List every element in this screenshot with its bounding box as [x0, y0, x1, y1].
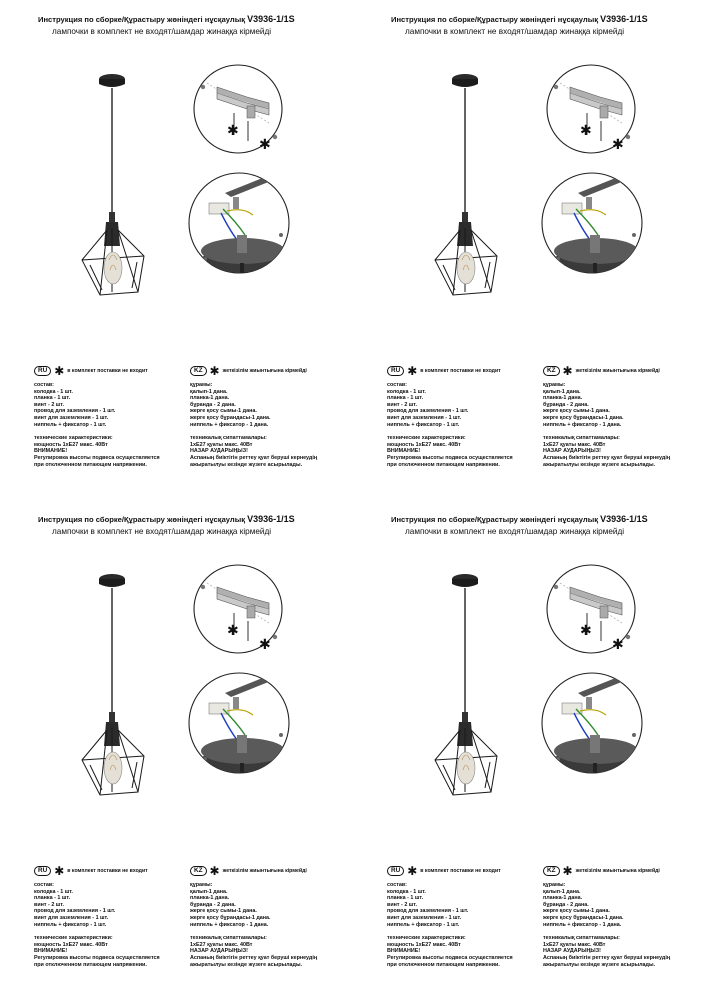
warning-line: Регулировка высоты подвеса осуществляется — [34, 454, 160, 461]
screw-icon — [566, 271, 574, 279]
list-item: жерге қосу бұрандасы-1 дана. — [190, 414, 271, 421]
kz-not-included-note: жеткізілім жиынтығына кірмейді — [575, 867, 660, 874]
ru-warning-text — [34, 455, 194, 468]
list-item: провод для заземления - 1 шт. — [387, 408, 469, 415]
list-item: қалып-1 дана. — [543, 888, 581, 895]
kz-language-badge: KZ — [190, 866, 207, 876]
list-item: винт для заземления - 1 шт. — [387, 914, 462, 921]
list-item: жерге қосу сымы-1 дана. — [190, 408, 257, 415]
kz-not-included-note: жеткізілім жиынтығына кірмейді — [575, 367, 660, 374]
list-item: планка - 1 шт. — [34, 895, 71, 902]
list-item: винт для заземления - 1 шт. — [34, 414, 109, 421]
not-included-star-icon: ✱ — [54, 864, 65, 878]
ru-tech-title: технические характеристики: — [387, 435, 466, 442]
kz-tech-title: техникалық сипаттамалары: — [190, 435, 267, 442]
ru-language-badge: RU — [34, 366, 51, 376]
warning-line: при отключенном питающем напряжении. — [387, 461, 500, 468]
ru-tech-value: мощность 1хЕ27 макс. 40Вт — [387, 441, 461, 448]
list-item: ниппель + фиксатор - 1 дана. — [190, 421, 269, 428]
list-item: бұранда - 2 дана. — [190, 901, 236, 908]
kz-contents-title: құрамы: — [543, 382, 566, 388]
list-item: колодка - 1 шт. — [387, 888, 426, 895]
ru-warning-title: ВНИМАНИЕ! — [387, 948, 421, 955]
ru-not-included-note: в комплект поставки не входит — [420, 367, 501, 374]
kz-not-included-note: жеткізілім жиынтығына кірмейді — [222, 367, 307, 374]
not-included-star-icon: ✱ — [209, 364, 220, 378]
not-included-star-icon: ✱ — [54, 364, 65, 378]
list-item: винт для заземления - 1 шт. — [34, 914, 109, 921]
list-item: провод для заземления - 1 шт. — [34, 908, 116, 915]
warning-line: Регулировка высоты подвеса осуществляется — [34, 954, 160, 961]
kz-specs-block — [543, 866, 703, 968]
model-number: V3936-1/1S — [600, 514, 648, 524]
kz-specs-block — [190, 866, 350, 968]
kz-warning-text — [543, 455, 703, 468]
screw-icon — [632, 733, 636, 737]
kz-warning-title: НАЗАР АУДАРЫҢЫЗ! — [543, 448, 601, 455]
screw-icon — [626, 635, 630, 639]
ru-language-badge: RU — [34, 866, 51, 876]
screw-icon — [626, 135, 630, 139]
kz-specs-block — [543, 366, 703, 468]
list-item: винт - 2 шт. — [387, 901, 417, 908]
list-item: ниппель + фиксатор - 1 дана. — [190, 921, 269, 928]
list-item: планка-1 дана. — [543, 895, 583, 902]
ru-warning-title: ВНИМАНИЕ! — [34, 448, 68, 455]
list-item: қалып-1 дана. — [543, 388, 581, 395]
ru-tech-title: технические характеристики: — [34, 935, 113, 942]
screw-icon — [213, 771, 221, 779]
list-item: жерге қосу сымы-1 дана. — [543, 908, 610, 915]
pendant-lamp-illustration — [413, 560, 523, 805]
list-item: жерге қосу бұрандасы-1 дана. — [190, 914, 271, 921]
light-bulb — [104, 752, 122, 784]
not-included-star-icon: ✱ — [209, 864, 220, 878]
warning-line: при отключенном питающем напряжении. — [34, 461, 147, 468]
list-item: ниппель + фиксатор - 1 шт. — [387, 921, 460, 928]
screw-icon — [554, 85, 558, 89]
not-included-star-icon: ✱ — [407, 364, 418, 378]
kz-contents-title: құрамы: — [543, 882, 566, 888]
mounting-bracket-diagram — [187, 563, 289, 655]
kz-warning-text — [190, 955, 350, 968]
list-item: колодка - 1 шт. — [34, 388, 73, 395]
sheet-title — [391, 14, 648, 24]
kz-contents-list — [190, 889, 350, 929]
kz-contents-title: құрамы: — [190, 882, 213, 888]
pendant-lamp-illustration — [60, 560, 170, 805]
warning-line: Регулировка высоты подвеса осуществляется — [387, 954, 513, 961]
kz-tech-value: 1хЕ27 қуаты макс. 40Вт — [543, 441, 606, 448]
list-item: планка - 1 шт. — [387, 395, 424, 402]
kz-not-included-note: жеткізілім жиынтығына кірмейді — [222, 867, 307, 874]
ru-contents-title: состав: — [34, 382, 54, 388]
model-number: V3936-1/1S — [247, 514, 295, 524]
canopy-wiring-diagram — [540, 163, 645, 303]
list-item: планка - 1 шт. — [34, 395, 71, 402]
list-item: ниппель + фиксатор - 1 шт. — [34, 421, 107, 428]
not-included-star-icon: ✱ — [580, 623, 592, 639]
list-item: қалып-1 дана. — [190, 888, 228, 895]
warning-line: ажыратылуы кезінде жүзеге асырылады. — [543, 961, 656, 968]
canopy-wiring-diagram — [187, 663, 292, 803]
model-number: V3936-1/1S — [600, 14, 648, 24]
ru-warning-title: ВНИМАНИЕ! — [387, 448, 421, 455]
not-included-star-icon: ✱ — [407, 864, 418, 878]
screw-icon — [273, 635, 277, 639]
kz-tech-title: техникалық сипаттамалары: — [543, 935, 620, 942]
not-included-star-icon: ✱ — [580, 123, 592, 139]
sheet-title — [38, 14, 295, 24]
warning-line: ажыратылуы кезінде жүзеге асырылады. — [190, 461, 303, 468]
ru-warning-text — [387, 455, 547, 468]
sheet-subtitle: лампочки в комплект не входят/шамдар жинаққа кірмейді — [405, 27, 625, 36]
title-text: Инструкция по сборке/Құрастыру жөніндегі нұсқаулық — [38, 515, 248, 524]
instruction-sheet — [353, 0, 706, 500]
ru-specs-block — [387, 866, 547, 968]
screw-icon — [554, 585, 558, 589]
kz-tech-value: 1хЕ27 қуаты макс. 40Вт — [543, 941, 606, 948]
list-item: ниппель + фиксатор - 1 шт. — [34, 921, 107, 928]
title-text: Инструкция по сборке/Құрастыру жөніндегі нұсқаулық — [391, 515, 601, 524]
list-item: планка-1 дана. — [190, 895, 230, 902]
warning-line: ажыратылуы кезінде жүзеге асырылады. — [543, 461, 656, 468]
sheet-subtitle: лампочки в комплект не входят/шамдар жинаққа кірмейді — [52, 27, 272, 36]
ru-contents-list — [34, 389, 194, 429]
ru-specs-block — [34, 366, 194, 468]
warning-line: ажыратылуы кезінде жүзеге асырылады. — [190, 961, 303, 968]
list-item: планка-1 дана. — [543, 395, 583, 402]
warning-line: Аспаның биіктігін реттеу қуат беруші кернеудің — [190, 454, 318, 461]
screw-icon — [273, 135, 277, 139]
light-bulb — [104, 252, 122, 284]
warning-line: Аспаның биіктігін реттеу қуат беруші кернеудің — [543, 454, 671, 461]
list-item: планка - 1 шт. — [387, 895, 424, 902]
ru-tech-title: технические характеристики: — [387, 935, 466, 942]
kz-contents-list — [543, 389, 703, 429]
kz-language-badge: KZ — [190, 366, 207, 376]
warning-line: Регулировка высоты подвеса осуществляется — [387, 454, 513, 461]
list-item: винт - 2 шт. — [34, 401, 64, 408]
kz-language-badge: KZ — [543, 866, 560, 876]
instruction-sheet — [0, 500, 353, 1000]
ru-contents-list — [387, 389, 547, 429]
kz-specs-block — [190, 366, 350, 468]
ru-language-badge: RU — [387, 866, 404, 876]
screw-icon — [213, 271, 221, 279]
list-item: ниппель + фиксатор - 1 дана. — [543, 421, 622, 428]
not-included-star-icon: ✱ — [227, 123, 239, 139]
light-bulb — [457, 252, 475, 284]
not-included-star-icon: ✱ — [259, 137, 271, 153]
mounting-bracket-diagram — [540, 563, 642, 655]
title-text: Инструкция по сборке/Құрастыру жөніндегі нұсқаулық — [391, 15, 601, 24]
screw-icon — [632, 233, 636, 237]
list-item: бұранда - 2 дана. — [543, 401, 589, 408]
kz-tech-value: 1хЕ27 қуаты макс. 40Вт — [190, 941, 253, 948]
list-item: бұранда - 2 дана. — [543, 901, 589, 908]
list-item: планка-1 дана. — [190, 395, 230, 402]
pendant-lamp-illustration — [413, 60, 523, 305]
pendant-lamp-illustration — [60, 60, 170, 305]
warning-line: при отключенном питающем напряжении. — [387, 961, 500, 968]
warning-line: при отключенном питающем напряжении. — [34, 961, 147, 968]
sheet-title — [38, 514, 295, 524]
kz-warning-text — [543, 955, 703, 968]
list-item: жерге қосу бұрандасы-1 дана. — [543, 914, 624, 921]
screw-icon — [279, 233, 283, 237]
sheet-title — [391, 514, 648, 524]
canopy-wiring-diagram — [187, 163, 292, 303]
model-number: V3936-1/1S — [247, 14, 295, 24]
mounting-bracket-diagram — [540, 63, 642, 155]
list-item: қалып-1 дана. — [190, 388, 228, 395]
kz-contents-list — [543, 889, 703, 929]
ru-tech-value: мощность 1хЕ27 макс. 40Вт — [34, 941, 108, 948]
not-included-star-icon: ✱ — [259, 637, 271, 653]
list-item: винт - 2 шт. — [34, 901, 64, 908]
list-item: колодка - 1 шт. — [34, 888, 73, 895]
ru-not-included-note: в комплект поставки не входит — [420, 867, 501, 874]
list-item: колодка - 1 шт. — [387, 388, 426, 395]
not-included-star-icon: ✱ — [227, 623, 239, 639]
kz-tech-title: техникалық сипаттамалары: — [190, 935, 267, 942]
instruction-sheet — [0, 0, 353, 500]
screw-icon — [201, 85, 205, 89]
kz-warning-title: НАЗАР АУДАРЫҢЫЗ! — [543, 948, 601, 955]
ru-not-included-note: в комплект поставки не входит — [67, 867, 148, 874]
kz-warning-text — [190, 455, 350, 468]
ru-not-included-note: в комплект поставки не входит — [67, 367, 148, 374]
title-text: Инструкция по сборке/Құрастыру жөніндегі нұсқаулық — [38, 15, 248, 24]
sheet-subtitle: лампочки в комплект не входят/шамдар жинаққа кірмейді — [405, 527, 625, 536]
list-item: винт - 2 шт. — [387, 401, 417, 408]
not-included-star-icon: ✱ — [612, 637, 624, 653]
sheet-subtitle: лампочки в комплект не входят/шамдар жинаққа кірмейді — [52, 527, 272, 536]
not-included-star-icon: ✱ — [562, 364, 573, 378]
list-item: ниппель + фиксатор - 1 дана. — [543, 921, 622, 928]
ru-warning-text — [34, 955, 194, 968]
kz-language-badge: KZ — [543, 366, 560, 376]
ru-contents-title: состав: — [387, 382, 407, 388]
not-included-star-icon: ✱ — [562, 864, 573, 878]
screw-icon — [566, 771, 574, 779]
list-item: ниппель + фиксатор - 1 шт. — [387, 421, 460, 428]
list-item: жерге қосу бұрандасы-1 дана. — [543, 414, 624, 421]
ru-contents-title: состав: — [387, 882, 407, 888]
kz-tech-value: 1хЕ27 қуаты макс. 40Вт — [190, 441, 253, 448]
ru-contents-title: состав: — [34, 882, 54, 888]
ru-warning-text — [387, 955, 547, 968]
ru-language-badge: RU — [387, 366, 404, 376]
not-included-star-icon: ✱ — [612, 137, 624, 153]
kz-tech-title: техникалық сипаттамалары: — [543, 435, 620, 442]
screw-icon — [279, 733, 283, 737]
ru-warning-title: ВНИМАНИЕ! — [34, 948, 68, 955]
list-item: провод для заземления - 1 шт. — [34, 408, 116, 415]
ru-tech-value: мощность 1хЕ27 макс. 40Вт — [34, 441, 108, 448]
ru-specs-block — [387, 366, 547, 468]
ru-tech-title: технические характеристики: — [34, 435, 113, 442]
warning-line: Аспаның биіктігін реттеу қуат беруші кернеудің — [190, 954, 318, 961]
list-item: бұранда - 2 дана. — [190, 401, 236, 408]
kz-warning-title: НАЗАР АУДАРЫҢЫЗ! — [190, 948, 248, 955]
kz-contents-list — [190, 389, 350, 429]
list-item: жерге қосу сымы-1 дана. — [190, 908, 257, 915]
instruction-sheet — [353, 500, 706, 1000]
ru-tech-value: мощность 1хЕ27 макс. 40Вт — [387, 941, 461, 948]
mounting-bracket-diagram — [187, 63, 289, 155]
light-bulb — [457, 752, 475, 784]
kz-contents-title: құрамы: — [190, 382, 213, 388]
list-item: винт для заземления - 1 шт. — [387, 414, 462, 421]
ru-specs-block — [34, 866, 194, 968]
ru-contents-list — [387, 889, 547, 929]
list-item: жерге қосу сымы-1 дана. — [543, 408, 610, 415]
kz-warning-title: НАЗАР АУДАРЫҢЫЗ! — [190, 448, 248, 455]
warning-line: Аспаның биіктігін реттеу қуат беруші кернеудің — [543, 954, 671, 961]
ru-contents-list — [34, 889, 194, 929]
canopy-wiring-diagram — [540, 663, 645, 803]
screw-icon — [201, 585, 205, 589]
list-item: провод для заземления - 1 шт. — [387, 908, 469, 915]
